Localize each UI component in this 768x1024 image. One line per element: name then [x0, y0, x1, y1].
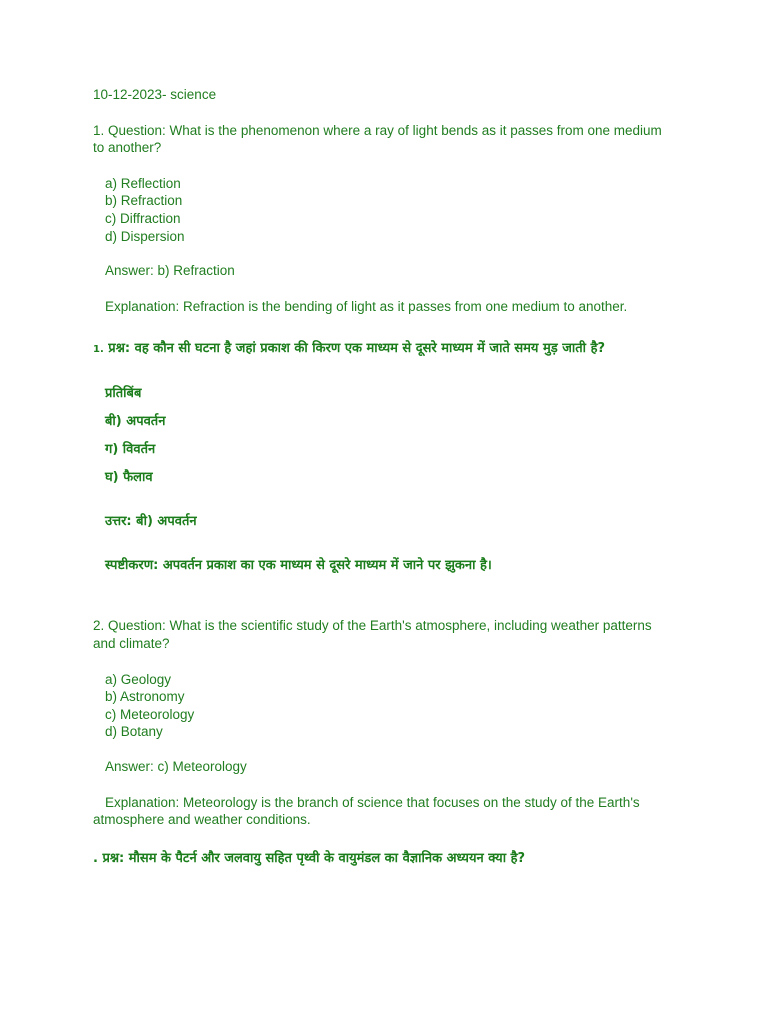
option-item: c) Meteorology: [105, 706, 195, 722]
option-item: a) Geology: [105, 671, 172, 687]
question-2-explanation-text: Explanation: Meteorology is the branch of science that focuses on the study of the Earth's atmosphere and weather conditions.: [93, 794, 640, 828]
question-1-hindi-number: 1.: [93, 344, 104, 356]
question-1-options: [105, 175, 673, 245]
question-1-hindi: [93, 335, 673, 364]
question-2-answer: Answer: c) Meteorology: [105, 758, 247, 774]
option-item: प्रतिबिंब: [105, 386, 142, 402]
question-2-options: [105, 671, 673, 741]
option-item: a) Reflection: [105, 175, 181, 191]
question-1-hindi-options: [105, 380, 673, 492]
question-2-explanation: [93, 794, 673, 829]
question-1-answer: Answer: b) Refraction: [105, 263, 235, 279]
question-2: 2. Question: What is the scientific study of the Earth's atmosphere, including weather patterns and climate?: [93, 618, 652, 651]
option-item: b) Astronomy: [105, 689, 185, 705]
question-1-hindi-explanation: स्पष्टीकरण: अपवर्तन प्रकाश का एक माध्यम से दूसरे माध्यम में जाने पर झुकना है।: [105, 558, 492, 574]
option-item: d) Dispersion: [105, 228, 185, 244]
option-item: b) Refraction: [105, 193, 183, 209]
option-item: c) Diffraction: [105, 210, 181, 226]
date-title: 10-12-2023- science: [93, 87, 217, 102]
question-1-hindi-text: प्रश्न: वह कौन सी घटना है जहां प्रकाश की किरण एक माध्यम से दूसरे माध्यम में जाते समय मुड़ जाती है?: [108, 341, 606, 357]
document-page: [93, 86, 673, 873]
question-1: 1. Question: What is the phenomenon where a ray of light bends as it passes from one medium to another?: [93, 122, 662, 156]
question-1-explanation: Explanation: Refraction is the bending of light as it passes from one medium to another.: [105, 298, 628, 314]
option-item: d) Botany: [105, 724, 163, 740]
question-2-hindi: . प्रश्न: मौसम के पैटर्न और जलवायु सहित पृथ्वी के वायुमंडल का वैज्ञानिक अध्ययन क्या है?: [93, 850, 526, 866]
option-item: बी) अपवर्तन: [105, 414, 166, 430]
option-item: ग) विवर्तन: [105, 442, 156, 458]
question-1-hindi-answer: उत्तर: बी) अपवर्तन: [105, 514, 197, 530]
option-item: घ) फैलाव: [105, 470, 153, 486]
